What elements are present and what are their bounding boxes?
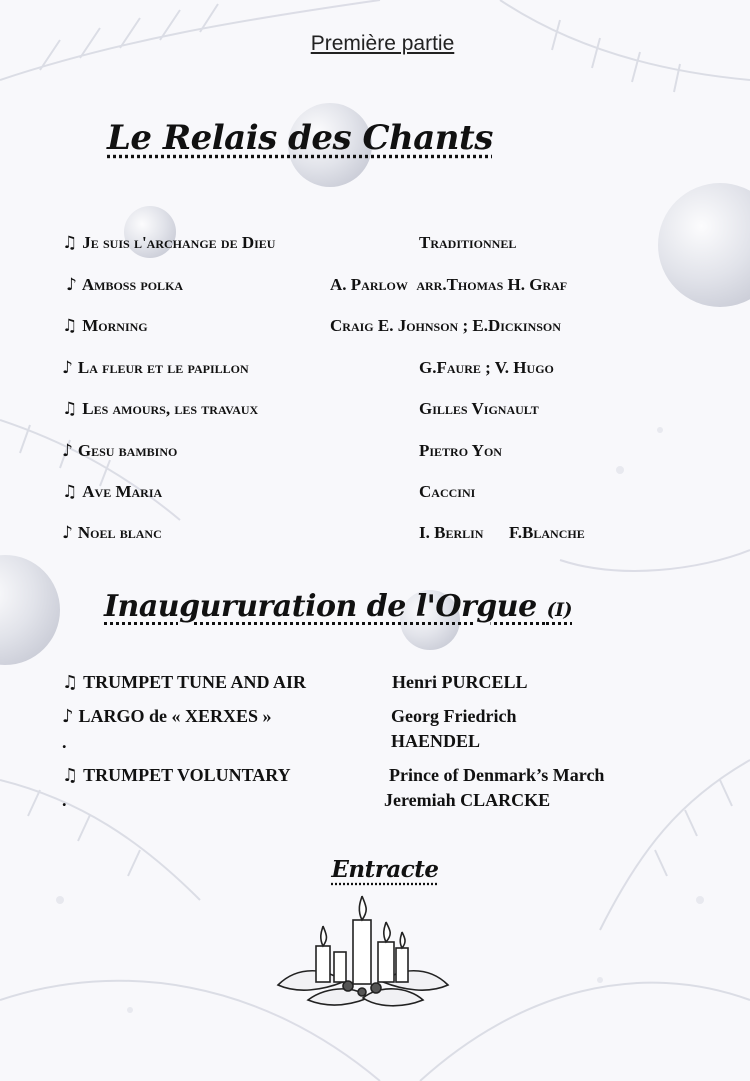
music-note-icon: ♪ [62,441,73,461]
bullet-dot: . [62,732,67,752]
program-item-title [62,399,258,419]
bullet-dot: . [62,790,67,810]
music-note-icon: ♪ [62,358,73,378]
program-item-composer: Prince of Denmark’s March [389,765,605,785]
section-title-relais: Le Relais des Chants [107,118,493,158]
item-title-text: TRUMPET VOLUNTARY [83,765,291,785]
music-note-icon: ♫ [62,672,79,693]
advent-candles-icon [268,890,458,1010]
program-item-composer: HAENDEL [391,731,481,751]
program-item-composer: G.Faure ; V. Hugo [419,358,554,377]
item-title-text: Amboss polka [81,275,184,294]
music-note-icon: ♫ [62,765,79,786]
item-title-text: Morning [82,316,148,335]
program-item-title [62,672,306,693]
music-note-icon: ♫ [62,482,78,502]
program-item-title [62,316,148,336]
item-title-text: Les amours, les travaux [82,399,259,418]
music-note-icon: ♫ [62,233,78,253]
part-title: Première partie [310,32,455,55]
program-item-title [62,765,291,786]
program-item-composer: Georg Friedrich [391,706,517,726]
section-title-orgue [104,589,572,624]
program-item-composer: Henri PURCELL [392,672,528,692]
program-item-composer: Pietro Yon [419,441,502,460]
program-item-composer: Traditionnel [419,233,517,252]
section-suffix: (I) [546,599,572,621]
program-item-composer: Craig E. Johnson ; E.Dickinson [330,316,561,335]
item-title-text: Ave Maria [82,482,163,501]
item-title-text: Je suis l'archange de Dieu [82,233,276,252]
item-title-text: Noel blanc [77,523,162,542]
music-note-icon: ♪ [62,706,74,727]
program-item-composer: Caccini [419,482,476,501]
music-note-icon: ♪ [62,523,73,543]
intermission-title: Entracte [331,856,439,883]
program-item-title [62,482,162,502]
item-title-text: Gesu bambino [77,441,178,460]
music-note-icon: ♫ [62,399,78,419]
program-item-composer: I. Berlin F.Blanche [419,523,585,542]
program-item-title [62,441,177,461]
program-item-composer: Gilles Vignault [419,399,539,418]
program-item-title [62,358,249,378]
program-item-title [66,275,183,295]
program-item-title [62,523,162,543]
music-note-icon: ♫ [62,316,78,336]
item-title-text: La fleur et le papillon [77,358,249,377]
program-item-composer: A. Parlow arr.Thomas H. Graf [330,275,568,294]
program-item-composer: Jeremiah CLARCKE [384,790,551,810]
program-item-title [62,706,272,727]
item-title-text: LARGO de « XERXES » [78,706,272,726]
program-item-title [62,233,275,253]
section-title-text: Inaugururation de l'Orgue [104,589,537,624]
music-note-icon: ♪ [66,275,77,295]
item-title-text: TRUMPET TUNE AND AIR [83,672,307,692]
